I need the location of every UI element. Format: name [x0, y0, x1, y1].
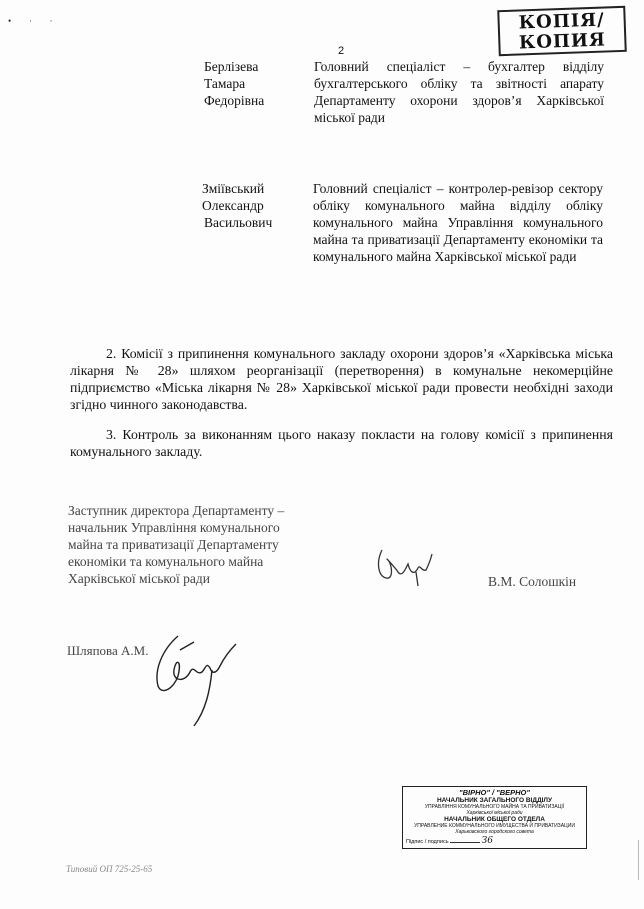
signer-name: В.М. Солошкін	[488, 574, 577, 589]
corner-marks: • ∙ ∙	[8, 16, 61, 26]
stamp-verified-label: "ВІРНО" / "ВЕРНО"	[459, 788, 530, 797]
page-number: 2	[338, 45, 345, 57]
copy-stamp-line-1: КОПІЯ/	[518, 9, 605, 34]
signer-position-line-2: начальник Управління комунального	[68, 520, 280, 535]
stamp-signature-underline	[450, 842, 480, 843]
copy-stamp	[497, 6, 627, 56]
signer-position-line-1: Заступник директора Департаменту –	[68, 503, 285, 518]
member-2-patronymic: Васильович	[204, 215, 273, 230]
member-2-firstname: Олександр	[202, 198, 264, 213]
signer-position-line-4: економіки та комунального майна	[68, 554, 264, 569]
stamp-department-ru: УПРАВЛЕНИЕ КОММУНАЛЬНОГО ИМУЩЕСТВА И ПРИВАТИЗАЦИИ	[414, 823, 575, 829]
member-2-position: Головний спеціаліст – контролер-ревізор сектору обліку комунального майна відділу обліку комунального майна Управління комунального майна та приватизації Департаменту економіки та комунального майна Харківської міської ради	[313, 181, 603, 264]
stamp-council-ru: Харьковского городского совета	[455, 829, 534, 835]
stamp-signature-ink: З6	[481, 836, 493, 846]
paragraph-3: 3. Контроль за виконанням цього наказу покласти на голову комісії з припинення комунального закладу.	[70, 427, 613, 459]
paragraph-2: 2. Комісії з припинення комунального закладу охорони здоров’я «Харківська міська лікарня № 28» шляхом реорганізації (перетворення) в комунальне некомерційне підприємство «Міська лікарня № 28» Харківської міської ради провести необхідні заходи згідно чинного законодавства.	[70, 346, 613, 412]
executor-name: Шляпова А.М.	[67, 643, 149, 658]
member-1-name	[204, 58, 264, 109]
member-1-patronymic: Федорівна	[204, 93, 265, 108]
stamp-signature-label: Підпис / подпись	[406, 839, 449, 845]
executor-signature	[150, 630, 245, 730]
signer-position-line-5: Харківської міської ради	[68, 571, 211, 586]
signer-position-line-3: майна та приватизації Департаменту	[68, 537, 279, 552]
stamp-department-ua: УПРАВЛІННЯ КОМУНАЛЬНОГО МАЙНА ТА ПРИВАТИЗАЦІЇ	[424, 804, 565, 810]
copy-stamp-line-2: КОПИЯ	[518, 29, 607, 54]
member-1-position: Головний спеціаліст – бухгалтер відділу бухгалтерського обліку та звітності апарату Департаменту охорони здоров’я Харківської міської ради	[314, 59, 604, 125]
stamp-head-title-ua: НАЧАЛЬНИК ЗАГАЛЬНОГО ВІДДІЛУ	[436, 797, 553, 804]
stamp-council-ua: Харківської міської ради	[466, 810, 523, 816]
member-1-surname: Берлізева	[204, 59, 259, 74]
page-edge-shadow	[638, 840, 643, 880]
stamp-signature-line	[406, 837, 583, 846]
footer-code: Типовий ОП 725-25-65	[66, 864, 153, 874]
stamp-head-title-ru: НАЧАЛЬНИК ОБЩЕГО ОТДЕЛА	[444, 816, 545, 823]
certification-stamp	[402, 786, 587, 849]
member-1-firstname: Тамара	[204, 76, 246, 91]
signer-position	[68, 502, 313, 587]
member-2-name	[202, 180, 272, 231]
director-signature	[372, 542, 442, 592]
member-2-surname: Зміївський	[202, 181, 265, 196]
